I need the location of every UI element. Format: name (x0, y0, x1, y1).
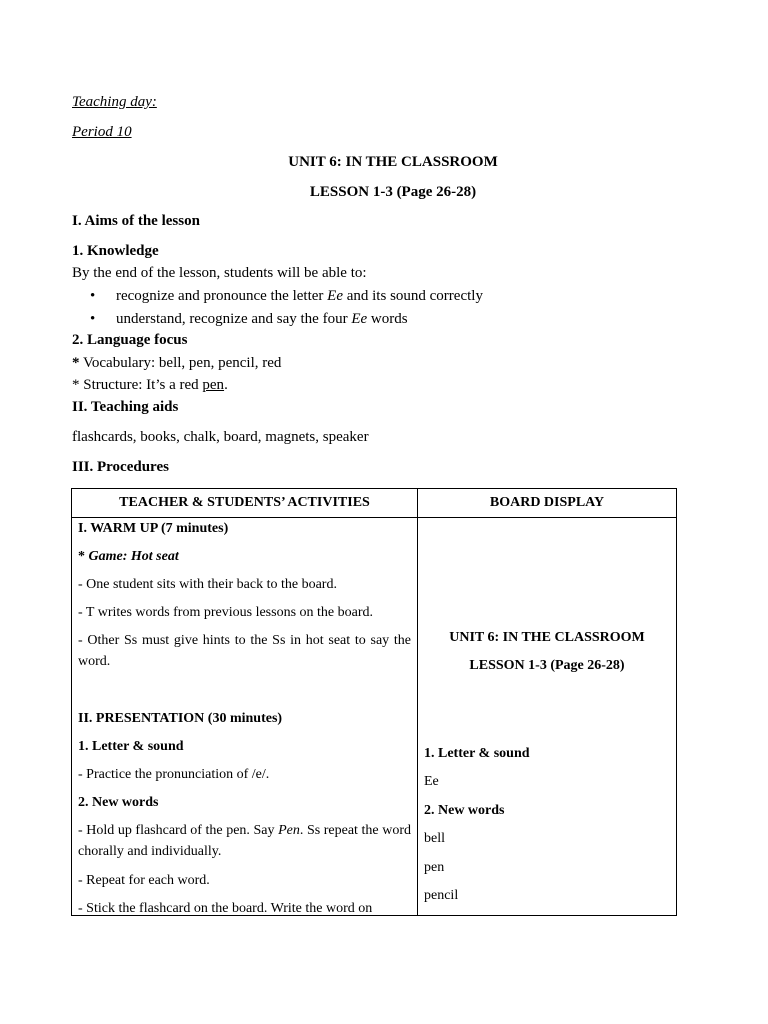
board-letter-sound-heading: 1. Letter & sound (424, 746, 530, 761)
activities-cell (72, 518, 418, 916)
new-words-step-1 (78, 820, 411, 862)
vocabulary-line (72, 355, 281, 372)
new-words-1-post: . Ss repeat the word chorally and individually. (78, 823, 411, 859)
structure-word: pen (202, 377, 225, 393)
aims-heading: I. Aims of the lesson (72, 213, 200, 229)
bullet-1-pre: recognize and pronounce the letter (116, 288, 328, 304)
bullet-1-post: and its sound correctly (342, 288, 483, 304)
warmup-step-1: - One student sits with their back to the board. (78, 577, 337, 592)
new-words-step-2: - Repeat for each word. (78, 873, 210, 888)
table-header-row (72, 489, 677, 518)
board-new-words-heading: 2. New words (424, 803, 505, 818)
bullet-glyph: • (90, 288, 96, 304)
game-line (78, 546, 411, 567)
warmup-step-2: - T writes words from previous lessons on the board. (78, 605, 373, 620)
teaching-aids-text: flashcards, books, chalk, board, magnets, speaker (72, 429, 369, 445)
bullet-2-pre: understand, recognize and say the four (116, 311, 352, 327)
new-words-1-pre: - Hold up flashcard of the pen. Say (78, 823, 279, 838)
aims-bullet-2 (90, 311, 408, 328)
board-lesson-title: LESSON 1-3 (Page 26-28) (469, 658, 625, 673)
presentation-heading: II. PRESENTATION (30 minutes) (78, 711, 283, 726)
procedures-table (71, 488, 677, 916)
vocab-star: * (72, 355, 80, 371)
bullet-1-letter: Ee (327, 288, 343, 304)
board-letter: Ee (424, 774, 439, 789)
vocab-text: Vocabulary: bell, pen, pencil, red (79, 355, 282, 371)
board-word: pen (424, 860, 445, 875)
structure-end: . (224, 377, 228, 393)
structure-line (72, 377, 228, 394)
col-header-board-display: BOARD DISPLAY (418, 489, 677, 518)
knowledge-heading: 1. Knowledge (72, 243, 159, 259)
aims-intro: By the end of the lesson, students will be able to: (72, 265, 367, 281)
bullet-glyph: • (90, 311, 96, 327)
game-label: Game: Hot seat (88, 549, 179, 564)
bullet-2-letter: Ee (351, 311, 368, 327)
lesson-title: LESSON 1-3 (Page 26-28) (309, 184, 477, 200)
language-focus-heading: 2. Language focus (72, 332, 188, 348)
letter-sound-step-1: - Practice the pronunciation of /e/. (78, 767, 270, 782)
teaching-day-label: Teaching day: (72, 94, 157, 110)
board-unit-title: UNIT 6: IN THE CLASSROOM (449, 630, 645, 645)
board-word: pencil (424, 888, 459, 903)
period-label: Period 10 (72, 124, 132, 140)
teaching-aids-heading: II. Teaching aids (72, 399, 179, 415)
new-words-heading: 2. New words (78, 795, 159, 810)
warmup-heading: I. WARM UP (7 minutes) (78, 521, 229, 536)
board-display-cell (418, 518, 677, 916)
table-row (72, 518, 677, 916)
new-words-1-word: Pen (278, 823, 300, 838)
bullet-2-post: words (367, 311, 408, 327)
game-star: * (78, 549, 89, 564)
col-header-activities: TEACHER & STUDENTS’ ACTIVITIES (72, 489, 418, 518)
aims-bullet-1 (90, 288, 483, 305)
structure-text: * Structure: It’s a red (72, 377, 203, 393)
new-words-step-3: - Stick the flashcard on the board. Write the word on (78, 901, 373, 915)
board-word: bell (424, 831, 445, 846)
unit-title: UNIT 6: IN THE CLASSROOM (288, 154, 498, 170)
warmup-step-3: - Other Ss must give hints to the Ss in hot seat to say the word. (78, 633, 411, 669)
letter-sound-heading: 1. Letter & sound (78, 739, 184, 754)
procedures-heading: III. Procedures (72, 459, 169, 475)
